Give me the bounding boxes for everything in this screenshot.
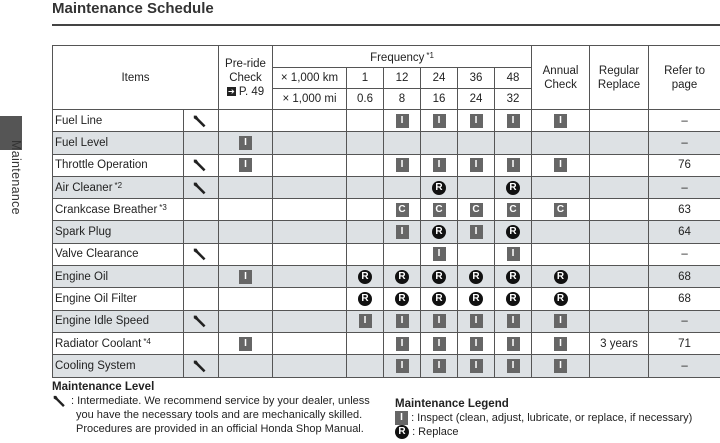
annual-symbol: I: [554, 337, 567, 351]
header-preride-line1: Pre-ride: [225, 57, 266, 70]
frequency-cell: [347, 310, 384, 332]
header-items: Items: [53, 46, 219, 110]
page-ref-cell: –: [649, 110, 720, 132]
frequency-symbol: I: [433, 114, 446, 128]
item-name: [53, 355, 184, 377]
frequency-cell: [384, 310, 421, 332]
page-ref-cell: 64: [649, 221, 720, 243]
item-label: Air Cleaner: [55, 182, 113, 195]
annual-cell: [532, 199, 590, 221]
frequency-cell: [458, 243, 495, 265]
inspect-text: : Inspect (clean, adjust, lubricate, or replace, if necessary): [411, 412, 693, 424]
frequency-cell: [495, 332, 532, 354]
regular-cell: [590, 310, 649, 332]
km-value: 36: [458, 68, 495, 89]
frequency-symbol: I: [470, 225, 483, 239]
frequency-cell: [495, 199, 532, 221]
unit-cell: [273, 199, 347, 221]
frequency-symbol: I: [507, 158, 520, 172]
frequency-note: *1: [426, 50, 434, 60]
frequency-cell: [458, 110, 495, 132]
unit-cell: [273, 154, 347, 176]
level-cell: [184, 266, 219, 288]
annual-symbol: I: [554, 359, 567, 373]
header-frequency-label: Frequency: [370, 51, 425, 64]
frequency-cell: [347, 332, 384, 354]
frequency-cell: [495, 154, 532, 176]
frequency-cell: [384, 110, 421, 132]
page-ref-cell: 76: [649, 154, 720, 176]
header-preride-ref: [219, 85, 272, 99]
frequency-cell: [384, 221, 421, 243]
level-cell: [184, 176, 219, 198]
frequency-symbol: I: [433, 337, 446, 351]
level-cell: [184, 154, 219, 176]
frequency-cell: [421, 310, 458, 332]
regular-cell: [590, 355, 649, 377]
frequency-symbol: C: [470, 203, 483, 217]
page-ref-cell: 71: [649, 332, 720, 354]
frequency-symbol: I: [433, 359, 446, 373]
frequency-cell: [347, 243, 384, 265]
page-ref-cell: 63: [649, 199, 720, 221]
frequency-cell: [384, 176, 421, 198]
frequency-cell: [458, 176, 495, 198]
table-row: [53, 266, 720, 288]
item-note: *2: [114, 181, 123, 191]
frequency-cell: [421, 243, 458, 265]
header-preride-line2: Check: [229, 71, 262, 84]
page-ref-cell: 68: [649, 288, 720, 310]
level-line1: : Intermediate. We recommend service by your dealer, unless: [71, 395, 370, 407]
frequency-cell: [458, 221, 495, 243]
level-cell: [184, 310, 219, 332]
header-refer-line2: page: [671, 78, 698, 91]
maintenance-legend: [395, 397, 715, 439]
annual-symbol: R: [554, 270, 568, 284]
level-cell: [184, 332, 219, 354]
frequency-cell: [347, 132, 384, 154]
table-row: [53, 110, 720, 132]
frequency-cell: [495, 132, 532, 154]
item-note: *4: [143, 337, 151, 347]
item-label: Spark Plug: [55, 226, 112, 239]
frequency-cell: [458, 266, 495, 288]
frequency-symbol: I: [470, 359, 483, 373]
level-cell: [184, 199, 219, 221]
frequency-cell: [347, 199, 384, 221]
frequency-cell: [495, 266, 532, 288]
annual-cell: [532, 243, 590, 265]
unit-cell: [273, 221, 347, 243]
frequency-symbol: I: [433, 158, 446, 172]
wrench-icon: [192, 157, 210, 173]
frequency-symbol: R: [506, 270, 520, 284]
frequency-symbol: I: [470, 314, 483, 328]
frequency-symbol: R: [506, 225, 520, 239]
level-cell: [184, 243, 219, 265]
frequency-cell: [347, 266, 384, 288]
regular-cell: [590, 266, 649, 288]
mi-unit: × 1,000 mi: [273, 89, 347, 110]
frequency-cell: [384, 266, 421, 288]
annual-cell: [532, 266, 590, 288]
header-frequency: [273, 46, 532, 68]
frequency-symbol: C: [433, 203, 446, 217]
section-side-label: Maintenance: [9, 140, 23, 215]
frequency-cell: [384, 243, 421, 265]
mi-value: 32: [495, 89, 532, 110]
annual-cell: [532, 221, 590, 243]
frequency-cell: [458, 310, 495, 332]
annual-cell: [532, 132, 590, 154]
replace-text: : Replace: [412, 426, 459, 439]
regular-cell: [590, 243, 649, 265]
table-row: [53, 221, 720, 243]
annual-cell: [532, 310, 590, 332]
header-annual-line1: Annual: [542, 64, 579, 77]
frequency-cell: [347, 154, 384, 176]
wrench-icon: [52, 394, 69, 408]
annual-cell: [532, 288, 590, 310]
table-row: [53, 288, 720, 310]
table-row: [53, 355, 720, 377]
header-annual-line2: Check: [544, 78, 577, 91]
regular-cell: [590, 132, 649, 154]
frequency-symbol: R: [506, 292, 520, 306]
table-row: [53, 199, 720, 221]
frequency-symbol: I: [507, 337, 520, 351]
preride-cell: [219, 266, 273, 288]
frequency-symbol: I: [507, 359, 520, 373]
annual-cell: [532, 110, 590, 132]
wrench-icon: [192, 358, 210, 374]
frequency-cell: [421, 332, 458, 354]
preride-cell: [219, 132, 273, 154]
header-refer: [649, 46, 720, 110]
annual-cell: [532, 154, 590, 176]
frequency-symbol: I: [507, 114, 520, 128]
annual-cell: [532, 176, 590, 198]
frequency-cell: [384, 132, 421, 154]
frequency-symbol: I: [507, 314, 520, 328]
page-ref-cell: –: [649, 176, 720, 198]
annual-symbol: R: [554, 292, 568, 306]
frequency-cell: [421, 176, 458, 198]
frequency-symbol: R: [432, 292, 446, 306]
item-label: Fuel Line: [55, 114, 103, 127]
level-cell: [184, 355, 219, 377]
unit-cell: [273, 110, 347, 132]
frequency-cell: [495, 110, 532, 132]
km-value: 24: [421, 68, 458, 89]
header-preride: [219, 46, 273, 110]
maintenance-table: [52, 45, 720, 378]
header-annual: [532, 46, 590, 110]
header-regular-line1: Regular: [598, 64, 640, 77]
preride-cell: [219, 332, 273, 354]
item-label: Valve Clearance: [55, 248, 139, 261]
preride-cell: [219, 154, 273, 176]
frequency-symbol: R: [469, 270, 483, 284]
item-note: *3: [159, 203, 167, 213]
item-name: [53, 176, 184, 198]
frequency-cell: [384, 199, 421, 221]
item-name: [53, 243, 184, 265]
maintenance-level-heading: Maintenance Level: [52, 381, 155, 393]
unit-cell: [273, 332, 347, 354]
frequency-cell: [458, 132, 495, 154]
inspect-symbol: I: [395, 411, 408, 425]
frequency-symbol: R: [395, 270, 409, 284]
wrench-icon: [192, 180, 210, 196]
item-label: Crankcase Breather: [55, 204, 158, 217]
item-name: [53, 288, 184, 310]
replace-symbol: R: [395, 425, 409, 439]
page-ref-cell: –: [649, 355, 720, 377]
frequency-cell: [421, 221, 458, 243]
km-value: 48: [495, 68, 532, 89]
frequency-cell: [495, 288, 532, 310]
level-cell: [184, 110, 219, 132]
regular-cell: [590, 221, 649, 243]
frequency-symbol: I: [470, 337, 483, 351]
item-name: [53, 199, 184, 221]
unit-cell: [273, 288, 347, 310]
frequency-symbol: R: [469, 292, 483, 306]
annual-cell: [532, 332, 590, 354]
preride-ref-text: P. 49: [238, 85, 265, 98]
frequency-symbol: C: [396, 203, 409, 217]
frequency-cell: [458, 332, 495, 354]
frequency-cell: [384, 355, 421, 377]
frequency-cell: [458, 199, 495, 221]
regular-cell: 3 years: [590, 332, 649, 354]
frequency-symbol: I: [396, 114, 409, 128]
frequency-symbol: R: [432, 225, 446, 239]
frequency-cell: [495, 243, 532, 265]
item-label: Cooling System: [55, 359, 136, 372]
frequency-symbol: C: [507, 203, 520, 217]
item-name: [53, 154, 184, 176]
unit-cell: [273, 243, 347, 265]
regular-cell: [590, 199, 649, 221]
frequency-symbol: I: [507, 247, 520, 261]
km-unit: × 1,000 km: [273, 68, 347, 89]
unit-cell: [273, 310, 347, 332]
table-row: [53, 154, 720, 176]
preride-symbol: I: [239, 270, 252, 284]
preride-cell: [219, 310, 273, 332]
frequency-cell: [421, 355, 458, 377]
title-rule: [52, 24, 720, 26]
frequency-symbol: R: [358, 270, 372, 284]
wrench-icon: [192, 113, 210, 129]
frequency-cell: [347, 110, 384, 132]
annual-symbol: I: [554, 314, 567, 328]
item-name: [53, 310, 184, 332]
maintenance-level-legend: [52, 380, 382, 436]
frequency-cell: [495, 355, 532, 377]
header-regular: [590, 46, 649, 110]
preride-cell: [219, 288, 273, 310]
item-name: [53, 132, 184, 154]
km-value: 12: [384, 68, 421, 89]
frequency-cell: [421, 288, 458, 310]
preride-cell: [219, 221, 273, 243]
wrench-icon: [192, 246, 210, 262]
item-label: Radiator Coolant: [55, 338, 142, 351]
unit-cell: [273, 266, 347, 288]
frequency-symbol: I: [470, 158, 483, 172]
annual-cell: [532, 355, 590, 377]
preride-cell: [219, 199, 273, 221]
preride-cell: [219, 243, 273, 265]
table-row: [53, 243, 720, 265]
item-label: Engine Oil Filter: [55, 293, 137, 306]
frequency-symbol: I: [359, 314, 372, 328]
frequency-cell: [458, 355, 495, 377]
frequency-cell: [347, 176, 384, 198]
annual-symbol: C: [554, 203, 567, 217]
frequency-cell: [495, 310, 532, 332]
header-refer-line1: Refer to: [664, 64, 705, 77]
frequency-cell: [384, 154, 421, 176]
frequency-cell: [347, 221, 384, 243]
unit-cell: [273, 355, 347, 377]
page-ref-cell: 68: [649, 266, 720, 288]
page-ref-arrow-icon: ➔: [227, 86, 235, 96]
preride-symbol: I: [239, 337, 252, 351]
table-row: [53, 332, 720, 354]
regular-cell: [590, 110, 649, 132]
frequency-cell: [421, 110, 458, 132]
regular-cell: [590, 154, 649, 176]
frequency-cell: [421, 199, 458, 221]
item-name: [53, 332, 184, 354]
item-label: Throttle Operation: [55, 159, 148, 172]
level-cell: [184, 132, 219, 154]
item-name: [53, 221, 184, 243]
frequency-symbol: I: [396, 359, 409, 373]
annual-symbol: I: [554, 158, 567, 172]
frequency-cell: [347, 355, 384, 377]
wrench-icon: [192, 313, 210, 329]
unit-cell: [273, 176, 347, 198]
frequency-symbol: I: [396, 158, 409, 172]
mi-value: 24: [458, 89, 495, 110]
table-row: [53, 176, 720, 198]
frequency-cell: [458, 154, 495, 176]
level-line2: you have the necessary tools and are mechanically skilled.: [76, 409, 363, 421]
header-regular-line2: Replace: [597, 78, 641, 91]
frequency-cell: [495, 176, 532, 198]
preride-cell: [219, 110, 273, 132]
frequency-symbol: I: [396, 225, 409, 239]
frequency-symbol: I: [396, 337, 409, 351]
level-line3: Procedures are provided in an official Honda Shop Manual.: [76, 423, 364, 435]
table-row: [53, 310, 720, 332]
frequency-symbol: R: [358, 292, 372, 306]
mi-value: 8: [384, 89, 421, 110]
preride-symbol: I: [239, 158, 252, 172]
frequency-symbol: I: [470, 114, 483, 128]
annual-symbol: I: [554, 114, 567, 128]
frequency-symbol: I: [433, 314, 446, 328]
frequency-cell: [421, 266, 458, 288]
preride-symbol: I: [239, 136, 252, 150]
frequency-symbol: R: [432, 270, 446, 284]
km-value: 1: [347, 68, 384, 89]
item-label: Fuel Level: [55, 136, 109, 149]
preride-cell: [219, 355, 273, 377]
mi-value: 0.6: [347, 89, 384, 110]
item-label: Engine Oil: [55, 270, 109, 283]
level-cell: [184, 221, 219, 243]
frequency-symbol: R: [395, 292, 409, 306]
item-name: [53, 110, 184, 132]
page-ref-cell: –: [649, 310, 720, 332]
frequency-symbol: R: [432, 181, 446, 195]
frequency-cell: [421, 132, 458, 154]
frequency-cell: [458, 288, 495, 310]
frequency-cell: [495, 221, 532, 243]
unit-cell: [273, 132, 347, 154]
frequency-cell: [384, 288, 421, 310]
maintenance-legend-heading: Maintenance Legend: [395, 398, 509, 410]
frequency-symbol: I: [433, 247, 446, 261]
frequency-symbol: I: [396, 314, 409, 328]
table-row: [53, 132, 720, 154]
regular-cell: [590, 176, 649, 198]
mi-value: 16: [421, 89, 458, 110]
frequency-cell: [421, 154, 458, 176]
page-ref-cell: –: [649, 243, 720, 265]
item-label: Engine Idle Speed: [55, 315, 149, 328]
frequency-symbol: R: [506, 181, 520, 195]
page-title: Maintenance Schedule: [52, 0, 214, 17]
item-name: [53, 266, 184, 288]
frequency-cell: [347, 288, 384, 310]
level-cell: [184, 288, 219, 310]
frequency-cell: [384, 332, 421, 354]
page-ref-cell: –: [649, 132, 720, 154]
preride-cell: [219, 176, 273, 198]
regular-cell: [590, 288, 649, 310]
